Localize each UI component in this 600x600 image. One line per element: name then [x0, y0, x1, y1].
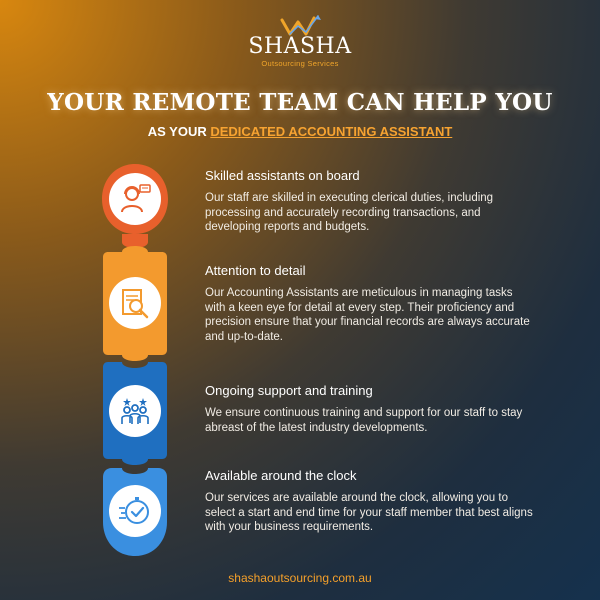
footer-website-link[interactable]: shashaoutsourcing.com.au	[228, 571, 372, 585]
brand-name: SHASHA	[248, 34, 352, 59]
feature-title: Attention to detail	[205, 263, 306, 278]
headline: YOUR REMOTE TEAM CAN HELP YOU	[47, 89, 553, 116]
fast-clock-check-icon	[118, 494, 152, 528]
magnifier-document-icon	[118, 286, 152, 320]
feature-title: Skilled assistants on board	[205, 168, 360, 183]
puzzle-timeline	[100, 162, 170, 558]
feature-item-4	[205, 468, 535, 535]
subheadline-highlight: DEDICATED ACCOUNTING ASSISTANT	[210, 124, 453, 139]
feature-item-1	[205, 168, 535, 235]
icon-circle-4	[109, 485, 161, 537]
team-stars-icon	[118, 394, 152, 428]
icon-circle-2	[109, 277, 161, 329]
feature-title: Ongoing support and training	[205, 383, 373, 398]
feature-item-3	[205, 383, 535, 435]
feature-description: Our Accounting Assistants are meticulous in managing tasks with a keen eye for detail at every step. Their proficiency and precision ensure that your financial records are always accurate and up-to-date.	[205, 287, 530, 343]
feature-description: We ensure continuous training and support for our staff to stay abreast of the latest industry developments.	[205, 407, 523, 434]
feature-item-2	[205, 263, 535, 344]
brand-subtitle: Outsourcing Services	[261, 59, 339, 68]
logo	[0, 14, 600, 68]
feature-description: Our staff are skilled in executing clerical duties, including processing and accurately recording transactions, and developing reports and budgets.	[205, 192, 494, 233]
customer-support-agent-icon	[118, 182, 152, 216]
feature-description: Our services are available around the clock, allowing you to select a start and end time for your staff member that best aligns with your business requirements.	[205, 492, 533, 533]
feature-title: Available around the clock	[205, 468, 357, 483]
subheadline	[0, 124, 600, 139]
icon-circle-1	[109, 173, 161, 225]
subheadline-prefix: AS YOUR	[147, 124, 211, 139]
icon-circle-3	[109, 385, 161, 437]
